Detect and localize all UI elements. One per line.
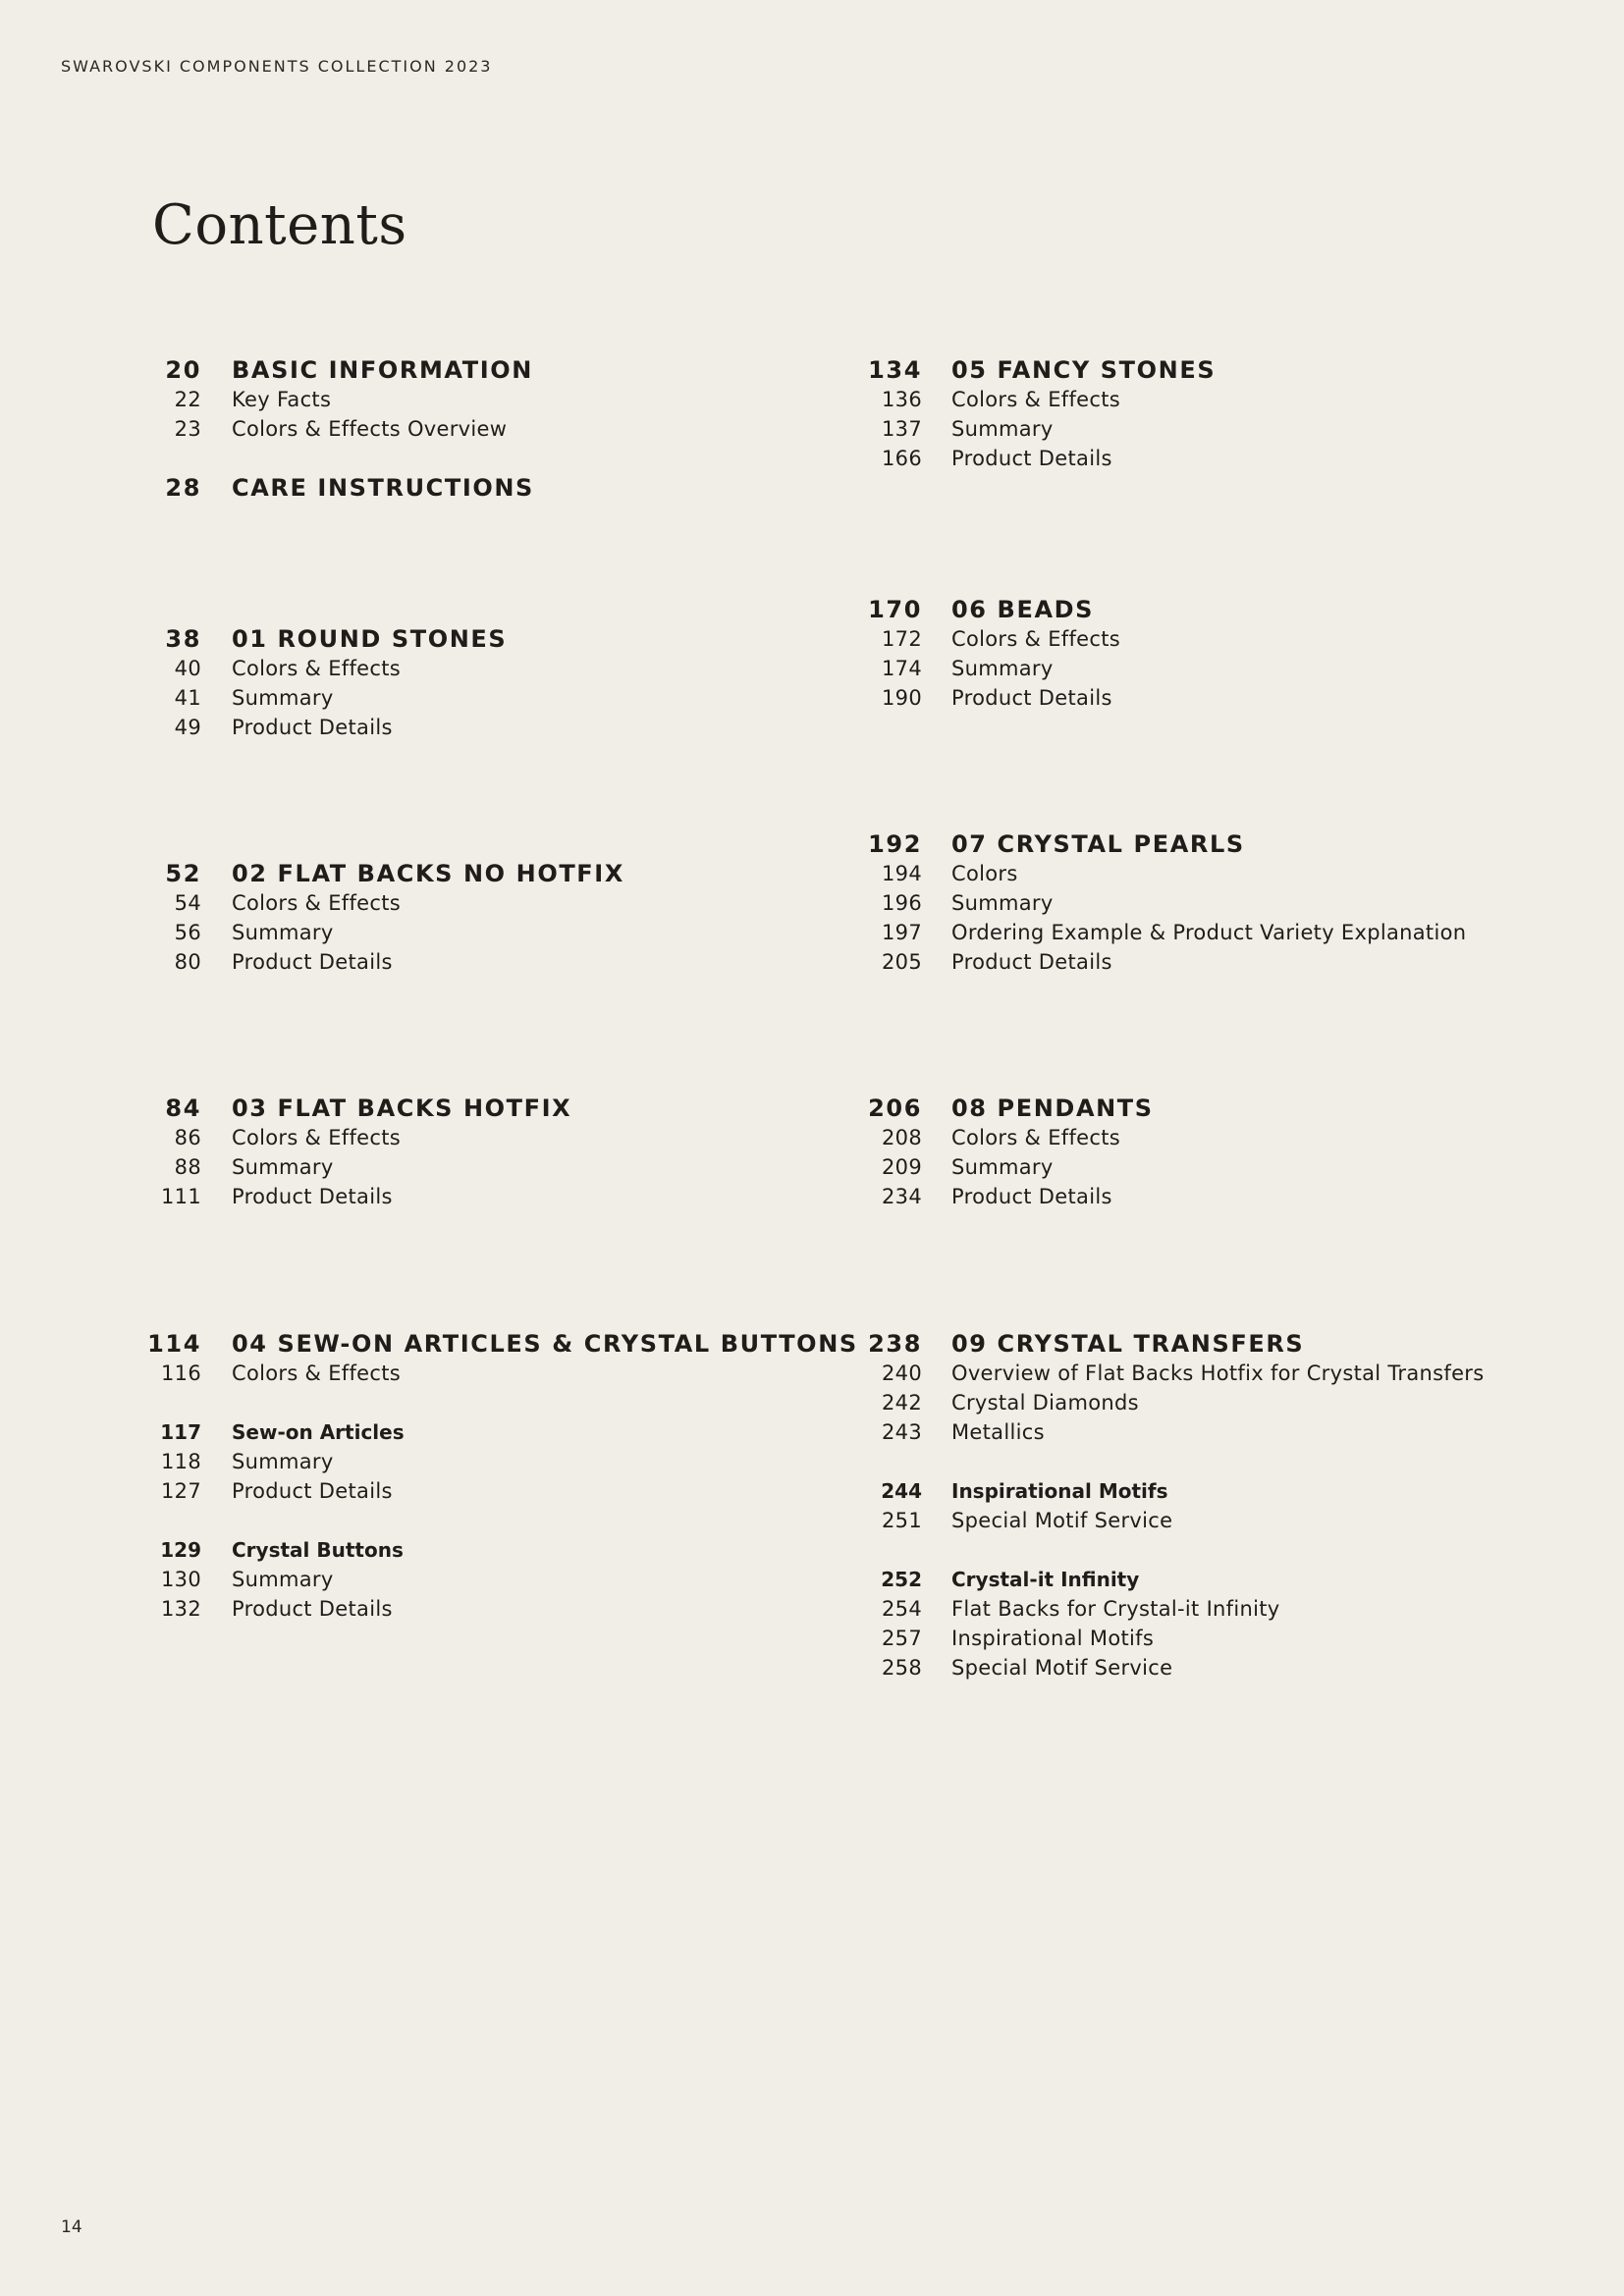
toc-label: Colors & Effects (951, 1126, 1120, 1149)
toc-label: Summary (951, 891, 1054, 915)
toc-page-number: 172 (882, 627, 922, 651)
toc-label: Colors & Effects (232, 1362, 401, 1385)
toc-page-number: 197 (882, 921, 922, 944)
toc-label: Colors & Effects (951, 627, 1120, 651)
toc-page-number: 41 (174, 686, 201, 710)
toc-page-number: 20 (165, 356, 201, 384)
toc-label: Colors & Effects (232, 657, 401, 680)
toc-label: 09 CRYSTAL TRANSFERS (951, 1330, 1305, 1358)
toc-label: BASIC INFORMATION (232, 356, 533, 384)
toc-page-number: 56 (174, 921, 201, 944)
toc-label: Product Details (232, 716, 393, 739)
toc-page-number: 252 (881, 1568, 922, 1591)
toc-page-number: 257 (882, 1627, 922, 1650)
toc-page-number: 84 (165, 1095, 201, 1122)
toc-page-number: 127 (161, 1479, 201, 1503)
toc-label: 02 FLAT BACKS NO HOTFIX (232, 860, 624, 887)
toc-label: Summary (232, 1155, 334, 1179)
toc-page-number: 174 (882, 657, 922, 680)
toc-page-number: 243 (882, 1420, 922, 1444)
toc-page-number: 205 (882, 950, 922, 974)
toc-label: Summary (232, 1450, 334, 1473)
toc-label: Product Details (232, 1185, 393, 1208)
toc-label: Colors & Effects (232, 1126, 401, 1149)
toc-page-number: 129 (160, 1538, 201, 1562)
toc-page-number: 254 (882, 1597, 922, 1621)
toc-label: Crystal-it Infinity (951, 1568, 1140, 1591)
toc-label: Product Details (232, 1479, 393, 1503)
page-number: 14 (61, 2217, 82, 2237)
toc-label: Product Details (951, 950, 1112, 974)
toc-label: Product Details (232, 1597, 393, 1621)
toc-page-number: 49 (174, 716, 201, 739)
toc-label: Summary (232, 686, 334, 710)
toc-label: Product Details (951, 1185, 1112, 1208)
toc-page-number: 238 (868, 1330, 922, 1358)
toc-page-number: 137 (882, 417, 922, 441)
toc-label: Crystal Buttons (232, 1538, 404, 1562)
toc-page-number: 192 (868, 830, 922, 858)
toc-label: Key Facts (232, 388, 332, 411)
toc-page-number: 111 (161, 1185, 201, 1208)
toc-page-number: 206 (868, 1095, 922, 1122)
toc-page-number: 52 (165, 860, 201, 887)
toc-page-number: 80 (174, 950, 201, 974)
toc-label: Overview of Flat Backs Hotfix for Crystal Transfers (951, 1362, 1485, 1385)
toc-page-number: 166 (882, 447, 922, 470)
toc-label: 07 CRYSTAL PEARLS (951, 830, 1245, 858)
toc-label: Summary (951, 657, 1054, 680)
toc-label: Summary (232, 1568, 334, 1591)
toc-label: 08 PENDANTS (951, 1095, 1154, 1122)
toc-page-number: 196 (882, 891, 922, 915)
toc-label: Colors (951, 862, 1018, 885)
toc-page-number: 88 (174, 1155, 201, 1179)
toc-page-number: 234 (882, 1185, 922, 1208)
toc-label: 06 BEADS (951, 596, 1095, 623)
toc-label: CARE INSTRUCTIONS (232, 474, 534, 502)
page-title: Contents (152, 193, 407, 257)
toc-label: Inspirational Motifs (951, 1627, 1155, 1650)
toc-label: Inspirational Motifs (951, 1479, 1168, 1503)
toc-page-number: 38 (165, 625, 201, 653)
toc-page-number: 28 (165, 474, 201, 502)
toc-page-number: 170 (868, 596, 922, 623)
toc-page-number: 251 (882, 1509, 922, 1532)
toc-page-number: 242 (882, 1391, 922, 1415)
toc-label: Crystal Diamonds (951, 1391, 1139, 1415)
toc-label: 04 SEW-ON ARTICLES & CRYSTAL BUTTONS (232, 1330, 858, 1358)
toc-page-number: 114 (147, 1330, 201, 1358)
toc-label: 01 ROUND STONES (232, 625, 508, 653)
toc-label: Product Details (951, 686, 1112, 710)
toc-page-number: 54 (174, 891, 201, 915)
toc-label: 03 FLAT BACKS HOTFIX (232, 1095, 572, 1122)
toc-page-number: 258 (882, 1656, 922, 1680)
toc-page-number: 40 (174, 657, 201, 680)
toc-page-number: 136 (882, 388, 922, 411)
toc-label: Summary (951, 417, 1054, 441)
toc-label: Ordering Example & Product Variety Explanation (951, 921, 1467, 944)
toc-page-number: 116 (161, 1362, 201, 1385)
toc-page-number: 132 (161, 1597, 201, 1621)
toc-page-number: 244 (881, 1479, 922, 1503)
toc-label: Summary (951, 1155, 1054, 1179)
toc-label: Special Motif Service (951, 1509, 1173, 1532)
toc-label: Colors & Effects (232, 891, 401, 915)
toc-label: Metallics (951, 1420, 1045, 1444)
toc-label: Special Motif Service (951, 1656, 1173, 1680)
toc-label: Product Details (951, 447, 1112, 470)
toc-page-number: 194 (882, 862, 922, 885)
toc-page-number: 208 (882, 1126, 922, 1149)
toc-label: Summary (232, 921, 334, 944)
toc-label: Product Details (232, 950, 393, 974)
toc-page-number: 134 (868, 356, 922, 384)
toc-label: 05 FANCY STONES (951, 356, 1217, 384)
toc-label: Colors & Effects (951, 388, 1120, 411)
toc-page-number: 118 (161, 1450, 201, 1473)
toc-page-number: 86 (174, 1126, 201, 1149)
toc-page-number: 130 (161, 1568, 201, 1591)
toc-page-number: 23 (174, 417, 201, 441)
toc-page-number: 240 (882, 1362, 922, 1385)
toc-page-number: 22 (174, 388, 201, 411)
toc-page-number: 209 (882, 1155, 922, 1179)
toc-page-number: 190 (882, 686, 922, 710)
toc-label: Sew-on Articles (232, 1420, 405, 1444)
running-header: SWAROVSKI COMPONENTS COLLECTION 2023 (61, 57, 493, 76)
toc-page-number: 117 (160, 1420, 201, 1444)
toc-label: Colors & Effects Overview (232, 417, 508, 441)
toc-label: Flat Backs for Crystal-it Infinity (951, 1597, 1280, 1621)
